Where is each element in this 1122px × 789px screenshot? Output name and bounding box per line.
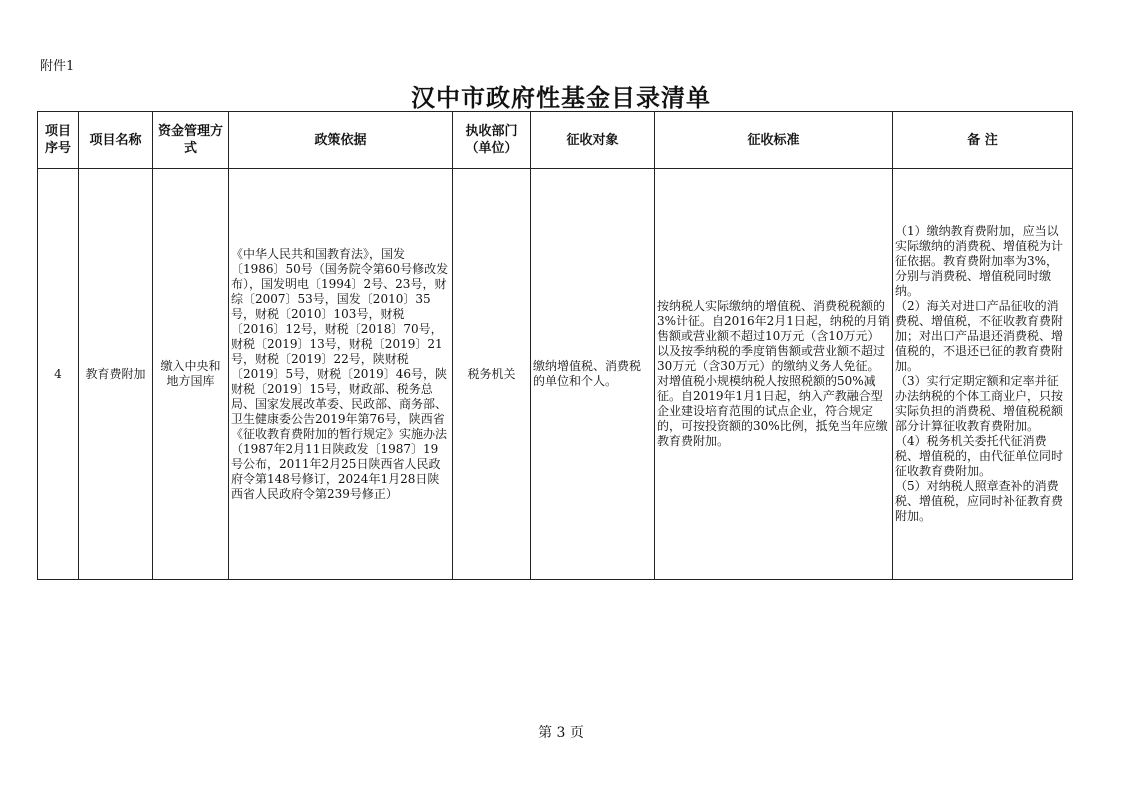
remark-item: （2）海关对进口产品征收的消费税、增值税，不征收教育费附加；对出口产品退还消费税、增值税的，不退还已征的教育费附加。	[895, 299, 1064, 373]
page-title: 汉中市政府性基金目录清单	[411, 83, 711, 112]
header-standard: 征收标准	[655, 112, 893, 169]
header-policy: 政策依据	[229, 112, 453, 169]
header-remarks: 备 注	[893, 112, 1073, 169]
header-object: 征收对象	[531, 112, 655, 169]
cell-standard: 按纳税人实际缴纳的增值税、消费税税额的3%计征。自2016年2月1日起，纳税的月销售额或营业额不超过10万元（含10万元）以及按季纳税的季度销售额或营业额不超过30万元（含30万元）的缴纳义务人免征。对增值税小规模纳税人按照税额的50%减征。自2019年1月1日起，纳入产教融合型企业建设培育范围的试点企业，符合规定的，可按投资额的30%比例，抵免当年应缴教育费附加。	[655, 169, 893, 580]
table-row	[38, 169, 1073, 580]
table-header-row	[38, 112, 1073, 169]
cell-policy: 《中华人民共和国教育法》，国发〔1986〕50号（国务院令第60号修改发布），国发明电〔1994〕2号、23号，财综〔2007〕53号，国发〔2010〕35号，财税〔2010〕103号，财税〔2016〕12号，财税〔2018〕70号，财税〔2019〕13号，财税〔2019〕21号，财税〔2019〕22号，陕财税〔2019〕5号，财税〔2019〕46号，陕财税〔2019〕15号，财政部、税务总局、国家发展改革委、民政部、商务部、卫生健康委公告2019年第76号，陕西省《征收教育费附加的暂行规定》实施办法（1987年2月11日陕政发〔1987〕19号公布，2011年2月25日陕西省人民政府令第148号修订，2024年1月28日陕西省人民政府令第239号修正）	[229, 169, 453, 580]
page-number: 第 3 页	[538, 725, 584, 741]
cell-name: 教育费附加	[79, 169, 153, 580]
cell-remarks	[893, 169, 1073, 580]
header-seq: 项目序号	[38, 112, 79, 169]
attachment-label: 附件1	[40, 59, 75, 74]
cell-seq: 4	[38, 169, 79, 580]
fund-catalog-table	[37, 111, 1073, 580]
header-dept: 执收部门（单位）	[453, 112, 531, 169]
cell-fund-mgmt: 缴入中央和地方国库	[153, 169, 229, 580]
remark-item: （1）缴纳教育费附加，应当以实际缴纳的消费税、增值税为计征依据。教育费附加率为3%，分别与消费税、增值税同时缴纳。	[895, 224, 1064, 298]
cell-dept: 税务机关	[453, 169, 531, 580]
remark-item: （5）对纳税人照章查补的消费税、增值税，应同时补征教育费附加。	[895, 479, 1064, 523]
header-fund-mgmt: 资金管理方式	[153, 112, 229, 169]
header-name: 项目名称	[79, 112, 153, 169]
cell-object: 缴纳增值税、消费税的单位和个人。	[531, 169, 655, 580]
remark-item: （3）实行定期定额和定率并征办法纳税的个体工商业户，只按实际负担的消费税、增值税税额部分计算征收教育费附加。	[895, 374, 1064, 433]
remark-item: （4）税务机关委托代征消费税、增值税的，由代征单位同时征收教育费附加。	[895, 434, 1064, 478]
